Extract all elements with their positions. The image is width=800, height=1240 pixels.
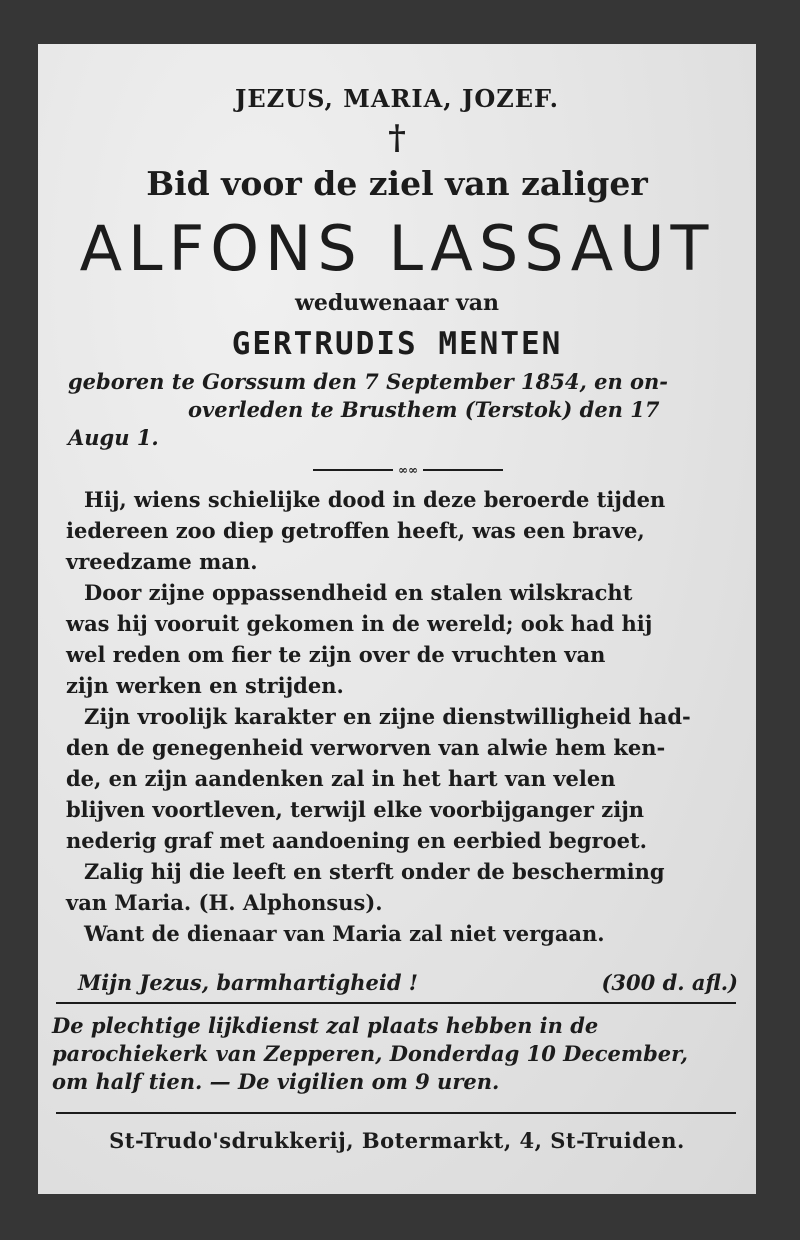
eulogy-paragraph xyxy=(66,577,748,701)
text-line: Hij, wiens schielijke dood in deze beroerde tijden xyxy=(84,487,666,512)
prayer-line: Bid voor de ziel van zaliger xyxy=(146,164,648,203)
funeral-line: om half tien. — De vigilien om 9 uren. xyxy=(52,1069,500,1094)
born-line: overleden te Brusthem (Terstok) den 17 xyxy=(188,397,660,422)
text-line: was hij vooruit gekomen in de wereld; ook had hij xyxy=(66,611,653,636)
text-line: Zijn vroolijk karakter en zijne dienstwilligheid had- xyxy=(84,704,691,729)
born-line: Augu 1. xyxy=(68,425,159,450)
divider-ornament xyxy=(313,464,503,476)
spouse-name: GERTRUDIS MENTEN xyxy=(231,326,563,362)
divider-rule xyxy=(56,1002,736,1004)
text-line: den de genegenheid verworven van alwie hem ken- xyxy=(66,735,666,760)
birth-death-text xyxy=(68,368,748,452)
ornament-bar xyxy=(313,469,393,471)
memorial-card xyxy=(38,44,756,1194)
text-line: wel reden om fier te zijn over de vruchten van xyxy=(66,642,606,667)
indulgence-note: (300 d. afl.) xyxy=(601,970,738,995)
eulogy-paragraph xyxy=(66,918,748,949)
card-header: JEZUS, MARIA, JOZEF. xyxy=(234,84,560,113)
text-line: Want de dienaar van Maria zal niet vergaan. xyxy=(84,921,605,946)
text-line: Zalig hij die leeft en sterft onder de bescherming xyxy=(84,859,665,884)
eulogy-text xyxy=(66,484,748,949)
printer-credit: St-Trudo'sdrukkerij, Botermarkt, 4, St-Truiden. xyxy=(109,1128,685,1153)
born-line: geboren te Gorssum den 7 September 1854, en on- xyxy=(68,369,669,394)
funeral-line: parochiekerk van Zepperen, Donderdag 10 December, xyxy=(52,1041,688,1066)
text-line: zijn werken en strijden. xyxy=(66,673,344,698)
eulogy-paragraph xyxy=(66,484,748,577)
text-line: blijven voortleven, terwijl elke voorbijganger zijn xyxy=(66,797,645,822)
text-line: van Maria. (H. Alphonsus). xyxy=(66,890,383,915)
eulogy-paragraph xyxy=(66,701,748,856)
text-line: de, en zijn aandenken zal in het hart van velen xyxy=(66,766,616,791)
closing-prayer xyxy=(78,970,738,995)
cross-symbol: † xyxy=(388,118,406,158)
text-line: Door zijne oppassendheid en stalen wilskracht xyxy=(84,580,633,605)
closing-invocation: Mijn Jezus, barmhartigheid ! xyxy=(78,970,419,995)
text-line: iedereen zoo diep getroffen heeft, was een brave, xyxy=(66,518,645,543)
widower-line: weduwenaar van xyxy=(294,290,500,316)
funeral-notice xyxy=(52,1012,742,1096)
divider-rule xyxy=(56,1112,736,1114)
text-line: vreedzame man. xyxy=(66,549,258,574)
funeral-line: De plechtige lijkdienst zal plaats hebben in de xyxy=(52,1013,599,1038)
text-line: nederig graf met aandoening en eerbied begroet. xyxy=(66,828,647,853)
ornament-knot: ∞∞ xyxy=(398,463,418,477)
ornament-bar xyxy=(423,469,503,471)
eulogy-paragraph xyxy=(66,856,748,918)
deceased-name: ALFONS LASSAUT xyxy=(79,212,715,285)
